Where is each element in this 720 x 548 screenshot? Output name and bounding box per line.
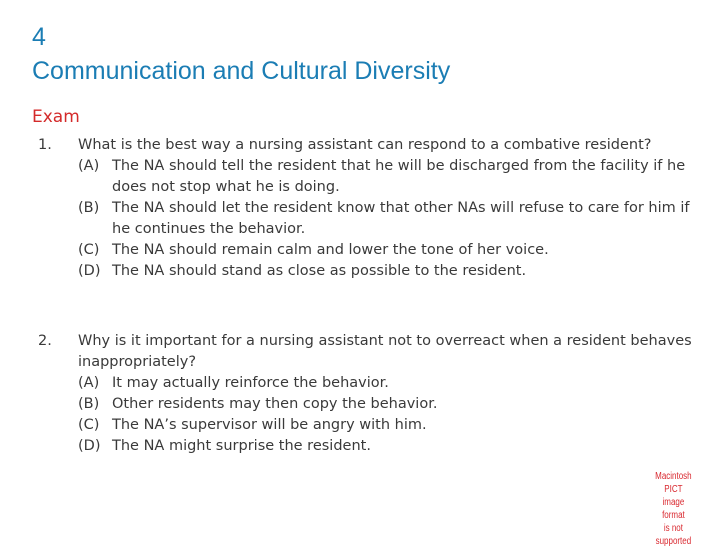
choice-c <box>78 415 698 436</box>
question-number: 2. <box>38 333 52 349</box>
question-number: 1. <box>38 137 52 153</box>
choice-b <box>78 198 698 240</box>
slide-header <box>32 20 450 88</box>
choice-letter: (D) <box>78 438 101 454</box>
choice-a <box>78 373 698 394</box>
question-body <box>78 135 698 282</box>
choice-d <box>78 436 698 457</box>
chapter-number: 4 <box>32 23 46 51</box>
unsupported-image-placeholder <box>651 470 696 548</box>
choice-text: The NA should tell the resident that he will be discharged from the facility if he does not stop what he is doing. <box>112 158 686 195</box>
choice-letter: (C) <box>78 242 100 258</box>
choice-letter: (B) <box>78 396 100 412</box>
placeholder-line-3: is not supported <box>655 523 692 547</box>
choice-c <box>78 240 698 261</box>
choice-letter: (A) <box>78 375 100 391</box>
chapter-title: Communication and Cultural Diversity <box>32 57 451 85</box>
choice-text: The NA might surprise the resident. <box>112 438 371 454</box>
choice-a <box>78 156 698 198</box>
choice-text: The NA should remain calm and lower the tone of her voice. <box>112 242 549 258</box>
question-stem: What is the best way a nursing assistant can respond to a combative resident? <box>78 137 652 153</box>
choice-letter: (C) <box>78 417 100 433</box>
question-stem: Why is it important for a nursing assistant not to overreact when a resident behaves inappropriately? <box>78 333 692 370</box>
choice-letter: (D) <box>78 263 101 279</box>
choice-d <box>78 261 698 282</box>
choice-text: The NA’s supervisor will be angry with him. <box>112 417 427 433</box>
section-label: Exam <box>32 107 80 127</box>
choice-text: The NA should stand as close as possible to the resident. <box>112 263 527 279</box>
placeholder-line-1: Macintosh PICT <box>655 471 692 495</box>
choice-text: Other residents may then copy the behavior. <box>112 396 438 412</box>
choice-letter: (A) <box>78 158 100 174</box>
choice-letter: (B) <box>78 200 100 216</box>
choice-text: The NA should let the resident know that other NAs will refuse to care for him if he continues the behavior. <box>112 200 690 237</box>
placeholder-line-2: image format <box>662 497 685 521</box>
question-body <box>78 331 698 457</box>
choice-b <box>78 394 698 415</box>
choice-text: It may actually reinforce the behavior. <box>112 375 389 391</box>
